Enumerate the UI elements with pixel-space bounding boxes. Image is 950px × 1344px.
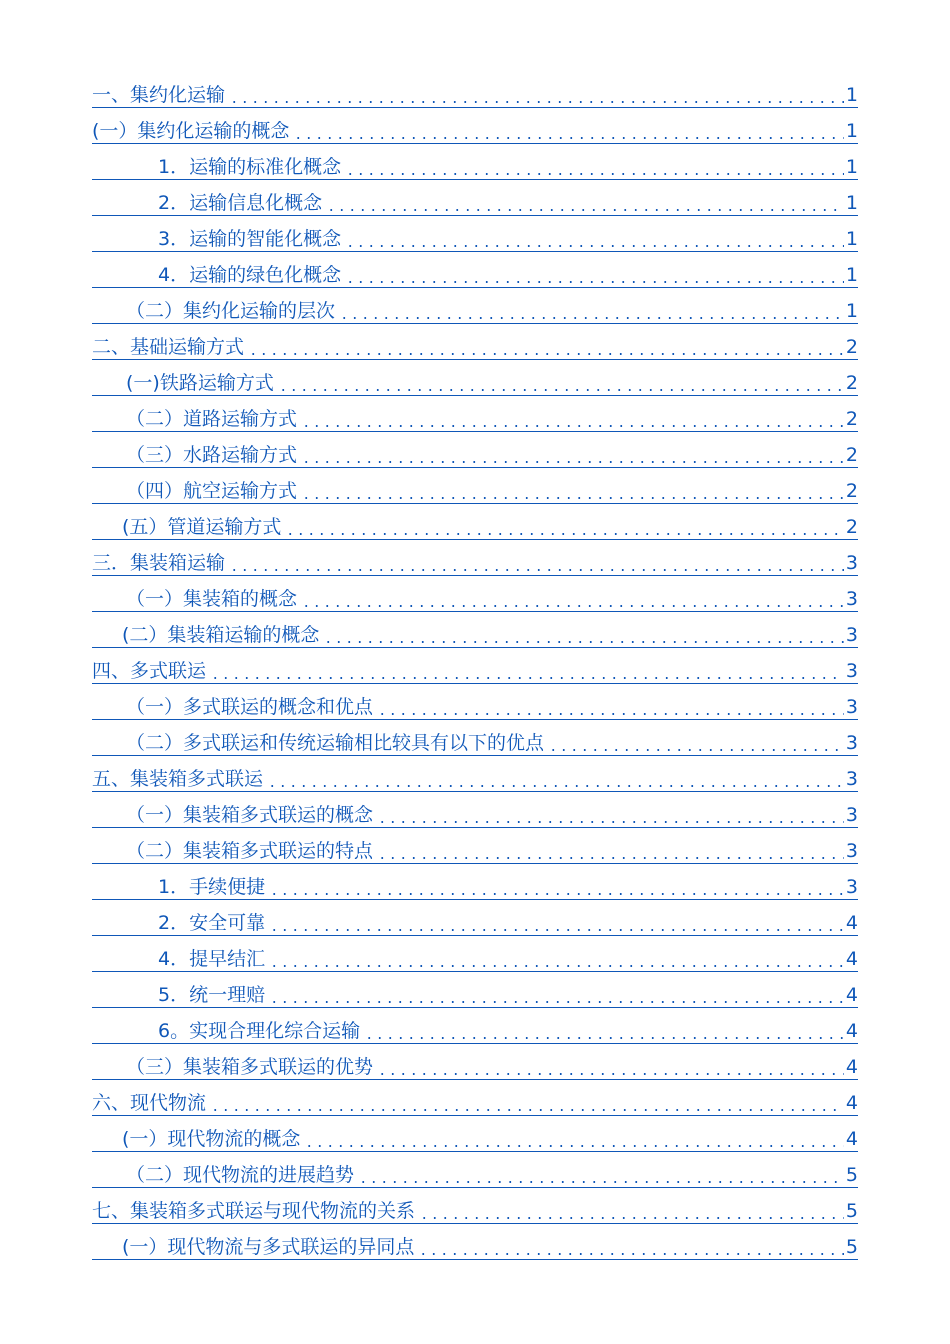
toc-entry-title: 1．手续便捷 xyxy=(158,876,266,898)
toc-entry-title: （二）现代物流的进展趋势 xyxy=(126,1164,355,1186)
toc-entry-title: 6。实现合理化综合运输 xyxy=(158,1020,361,1042)
toc-entry[interactable] xyxy=(92,502,858,538)
toc-entry[interactable] xyxy=(92,1006,858,1042)
toc-entry[interactable] xyxy=(92,466,858,502)
toc-entry[interactable] xyxy=(92,538,858,574)
dot-leader xyxy=(301,497,844,499)
toc-entry[interactable] xyxy=(92,106,858,142)
dot-leader xyxy=(418,1253,843,1255)
dot-leader xyxy=(419,1217,844,1219)
toc-entry[interactable] xyxy=(92,1042,858,1078)
toc-entry-page: 2 xyxy=(845,516,858,538)
dot-leader xyxy=(269,965,844,967)
toc-entry-page: 4 xyxy=(845,1056,858,1078)
dot-leader xyxy=(358,1181,844,1183)
toc-entry-title: 1．运输的标准化概念 xyxy=(158,156,342,178)
dot-leader xyxy=(285,533,843,535)
toc-entry[interactable] xyxy=(92,610,858,646)
toc-entry-page: 5 xyxy=(845,1200,858,1222)
toc-entry-page: 3 xyxy=(845,876,858,898)
toc-entry[interactable] xyxy=(92,178,858,214)
dot-leader xyxy=(377,857,844,859)
toc-entry-page: 2 xyxy=(845,480,858,502)
toc-entry-page: 4 xyxy=(845,1020,858,1042)
toc-entry[interactable] xyxy=(92,1222,858,1258)
toc-entry[interactable] xyxy=(92,1186,858,1222)
toc-entry-page: 4 xyxy=(845,984,858,1006)
toc-entry-page: 1 xyxy=(845,156,858,178)
toc-entry-title: 七、集装箱多式联运与现代物流的关系 xyxy=(92,1200,416,1222)
toc-entry-title: 2．安全可靠 xyxy=(158,912,266,934)
dot-leader xyxy=(278,389,844,391)
toc-entry-page: 2 xyxy=(845,372,858,394)
toc-entry-page: 2 xyxy=(845,444,858,466)
toc-entry-title: (一）集约化运输的概念 xyxy=(92,120,290,142)
dot-leader xyxy=(323,641,843,643)
toc-entry-title: 4．提早结汇 xyxy=(158,948,266,970)
toc-entry-title: （四）航空运输方式 xyxy=(126,480,298,502)
toc-entry-title: （二）多式联运和传统运输相比较具有以下的优点 xyxy=(126,732,545,754)
toc-entry-title: 五、集装箱多式联运 xyxy=(92,768,264,790)
dot-leader xyxy=(269,893,844,895)
dot-leader xyxy=(267,785,844,787)
toc-entry-page: 3 xyxy=(845,660,858,682)
toc-entry-page: 4 xyxy=(845,948,858,970)
dot-leader xyxy=(377,713,844,715)
toc-entry-page: 1 xyxy=(845,264,858,286)
toc-entry-title: 三．集装箱运输 xyxy=(92,552,226,574)
dot-leader xyxy=(301,461,844,463)
toc-entry[interactable] xyxy=(92,214,858,250)
toc-entry[interactable] xyxy=(92,970,858,1006)
toc-entry-title: (一）现代物流的概念 xyxy=(122,1128,301,1150)
toc-entry-title: 3．运输的智能化概念 xyxy=(158,228,342,250)
toc-entry-page: 4 xyxy=(845,1092,858,1114)
toc-entry[interactable] xyxy=(92,718,858,754)
dot-leader xyxy=(301,605,844,607)
toc-entry-page: 1 xyxy=(845,84,858,106)
toc-entry-title: （三）集装箱多式联运的优势 xyxy=(126,1056,374,1078)
toc-entry-title: （一）多式联运的概念和优点 xyxy=(126,696,374,718)
toc-entry[interactable] xyxy=(92,646,858,682)
toc-entry[interactable] xyxy=(92,1078,858,1114)
dot-leader xyxy=(304,1145,843,1147)
dot-leader xyxy=(364,1037,844,1039)
toc-entry[interactable] xyxy=(92,1114,858,1150)
toc-entry-title: (一)铁路运输方式 xyxy=(126,372,274,394)
toc-entry-title: (一）现代物流与多式联运的异同点 xyxy=(122,1236,415,1258)
toc-entry-title: (五）管道运输方式 xyxy=(122,516,282,538)
dot-leader xyxy=(269,1001,844,1003)
toc-entry-title: 4．运输的绿色化概念 xyxy=(158,264,342,286)
toc-entry[interactable] xyxy=(92,934,858,970)
toc-entry-page: 3 xyxy=(845,768,858,790)
toc-entry-page: 1 xyxy=(845,300,858,322)
toc-entry[interactable] xyxy=(92,142,858,178)
dot-leader xyxy=(326,209,844,211)
toc-entry-page: 5 xyxy=(845,1164,858,1186)
dot-leader xyxy=(210,677,844,679)
dot-leader xyxy=(339,317,844,319)
dot-leader xyxy=(248,353,844,355)
dot-leader xyxy=(229,101,844,103)
toc-entry-title: （二）集约化运输的层次 xyxy=(126,300,336,322)
toc-entry-page: 3 xyxy=(845,840,858,862)
toc-entry-title: (二）集装箱运输的概念 xyxy=(122,624,320,646)
toc-entry[interactable] xyxy=(92,574,858,610)
toc-entry[interactable] xyxy=(92,754,858,790)
dot-leader xyxy=(345,281,844,283)
toc-entry-page: 1 xyxy=(845,228,858,250)
toc-entry-page: 3 xyxy=(845,624,858,646)
toc-entry-title: 六、现代物流 xyxy=(92,1092,207,1114)
dot-leader xyxy=(548,749,844,751)
toc-entry-page: 1 xyxy=(845,192,858,214)
toc-entry-page: 1 xyxy=(845,120,858,142)
toc-entry-page: 3 xyxy=(845,804,858,826)
toc-entry[interactable] xyxy=(92,826,858,862)
dot-leader xyxy=(269,929,844,931)
toc-entry-title: （二）道路运输方式 xyxy=(126,408,298,430)
toc-entry[interactable] xyxy=(92,322,858,358)
toc-entry-page: 3 xyxy=(845,732,858,754)
toc-entry[interactable] xyxy=(92,70,858,106)
toc-entry[interactable] xyxy=(92,898,858,934)
toc-entry-title: （三）水路运输方式 xyxy=(126,444,298,466)
toc-entry[interactable] xyxy=(92,286,858,322)
toc-entry-title: （一）集装箱多式联运的概念 xyxy=(126,804,374,826)
dot-leader xyxy=(345,173,844,175)
toc-entry-title: 一、集约化运输 xyxy=(92,84,226,106)
toc-entry[interactable] xyxy=(92,430,858,466)
toc-entry-title: （二）集装箱多式联运的特点 xyxy=(126,840,374,862)
toc-entry-title: 2．运输信息化概念 xyxy=(158,192,323,214)
toc-entry[interactable] xyxy=(92,1150,858,1186)
toc-entry-page: 2 xyxy=(845,408,858,430)
toc-entry[interactable] xyxy=(92,790,858,826)
toc-entry-page: 3 xyxy=(845,696,858,718)
dot-leader xyxy=(345,245,844,247)
dot-leader xyxy=(301,425,844,427)
dot-leader xyxy=(229,569,844,571)
dot-leader xyxy=(377,821,844,823)
toc-entry-title: 5．统一理赔 xyxy=(158,984,266,1006)
toc-entry-title: 二、基础运输方式 xyxy=(92,336,245,358)
toc-entry-page: 5 xyxy=(845,1236,858,1258)
dot-leader xyxy=(210,1109,844,1111)
toc-entry-title: （一）集装箱的概念 xyxy=(126,588,298,610)
table-of-contents xyxy=(92,70,858,1258)
toc-entry-page: 4 xyxy=(845,912,858,934)
toc-entry-page: 3 xyxy=(845,552,858,574)
dot-leader xyxy=(293,137,843,139)
toc-entry[interactable] xyxy=(92,250,858,286)
toc-entry-page: 3 xyxy=(845,588,858,610)
toc-entry[interactable] xyxy=(92,394,858,430)
toc-entry-page: 2 xyxy=(845,336,858,358)
toc-entry[interactable] xyxy=(92,682,858,718)
dot-leader xyxy=(377,1073,844,1075)
toc-entry-page: 4 xyxy=(845,1128,858,1150)
toc-entry[interactable] xyxy=(92,862,858,898)
toc-entry-title: 四、多式联运 xyxy=(92,660,207,682)
toc-entry[interactable] xyxy=(92,358,858,394)
